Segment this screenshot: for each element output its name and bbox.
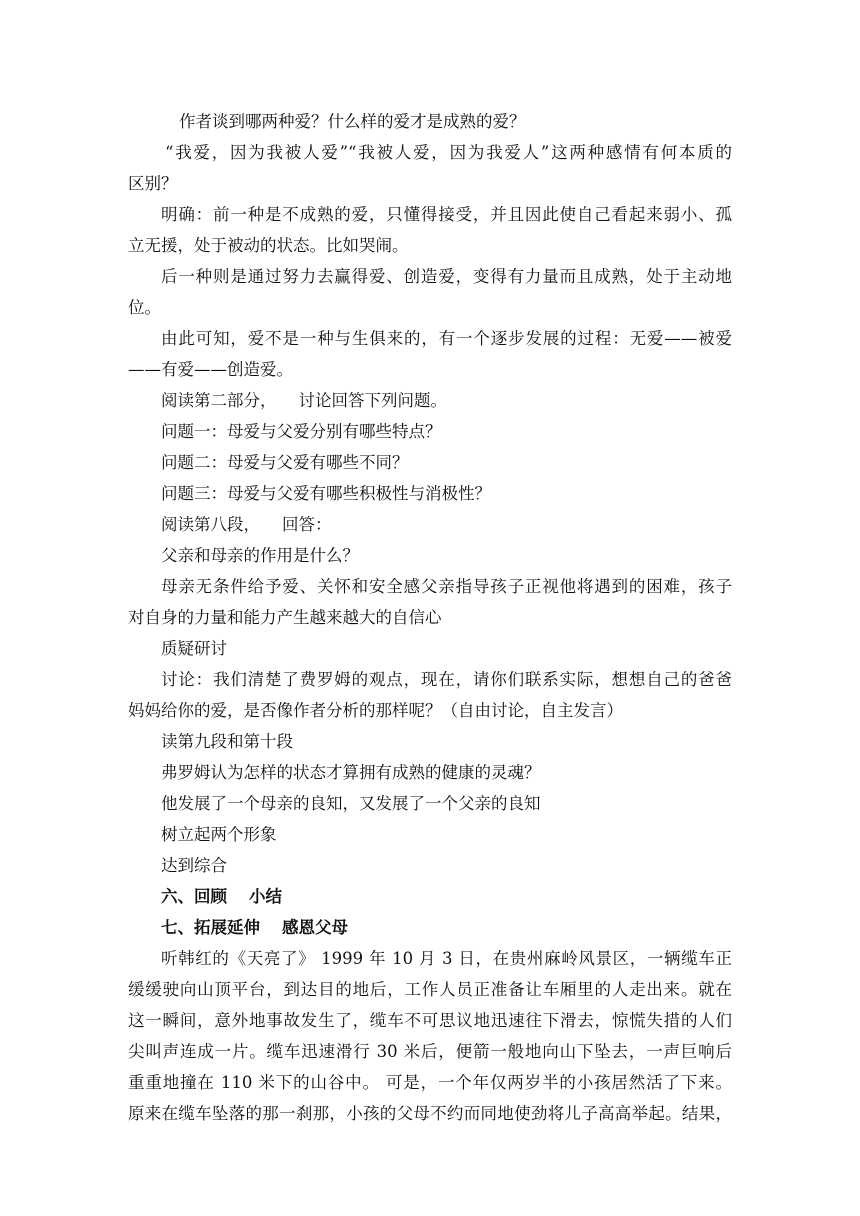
answer-latter-line-1: 后一种则是通过努力去赢得爱、创造爱，变得有力量而且成熟，处于主动地	[161, 267, 732, 286]
development-line-1: 由此可知，爱不是一种与生俱来的，有一个逐步发展的过程：无爱——被爱	[161, 329, 732, 348]
section-six-b: 小结	[249, 887, 282, 906]
discussion-heading: 质疑研讨	[161, 639, 227, 658]
read-para-nine-ten: 读第九段和第十段	[161, 732, 293, 751]
conscience-answer: 他发展了一个母亲的良知，又发展了一个父亲的良知	[161, 794, 541, 813]
story-line-5: 重重地撞在 110 米下的山谷中。 可是，一个年仅两岁半的小孩居然活了下来。	[128, 1073, 732, 1092]
question-three: 问题三：母爱与父爱有哪些积极性与消极性？	[161, 484, 491, 503]
story-line-1: 听韩红的《天亮了》 1999 年 10 月 3 日，在贵州麻岭风景区，一辆缆车正	[161, 949, 732, 968]
story-line-6: 原来在缆车坠落的那一刹那，小孩的父母不约而同地使劲将儿子高高举起。结果，	[128, 1104, 732, 1123]
story-line-4: 尖叫声连成一片。缆车迅速滑行 30 米后，便箭一般地向山下坠去，一声巨响后	[128, 1042, 732, 1061]
read-part-two-b: 讨论回答下列问题。	[298, 391, 447, 410]
section-six-heading	[128, 881, 732, 912]
document-body	[128, 106, 732, 1129]
section-seven-b: 感恩父母	[282, 918, 348, 937]
question-one: 问题一：母爱与父爱分别有哪些特点？	[161, 422, 442, 441]
answer-former-line-2: 立无援，处于被动的状态。比如哭闹。	[128, 236, 409, 255]
section-six-a: 六、回顾	[161, 887, 227, 906]
read-para-eight-a: 阅读第八段，	[161, 515, 260, 534]
mother-father-line-2: 对自身的力量和能力产生越来越大的自信心	[128, 608, 442, 627]
question-difference-line-1: “我爱，因为我被人爱”“我被人爱，因为我爱人”这两种感情有何本质的	[165, 143, 732, 162]
section-seven-a: 七、拓展延伸	[161, 918, 260, 937]
question-difference-line-2: 区别？	[128, 174, 178, 193]
mother-father-line-1: 母亲无条件给予爱、关怀和安全感父亲指导孩子正视他将遇到的困难，孩子	[161, 577, 732, 596]
parents-role-question: 父亲和母亲的作用是什么？	[161, 546, 359, 565]
section-seven-heading	[128, 912, 732, 943]
mature-soul-question: 弗罗姆认为怎样的状态才算拥有成熟的健康的灵魂？	[161, 763, 541, 782]
discussion-line-2: 妈妈给你的爱，是否像作者分析的那样呢？（自由讨论，自主发言）	[128, 701, 623, 720]
two-images: 树立起两个形象	[161, 825, 277, 844]
question-love-types: 作者谈到哪两种爱？什么样的爱才是成熟的爱？	[179, 112, 526, 131]
story-line-2: 缓缓驶向山顶平台，到达目的地后，工作人员正准备让车厢里的人走出来。就在	[128, 980, 732, 999]
answer-former-line-1: 明确：前一种是不成熟的爱，只懂得接受，并且因此使自己看起来弱小、孤	[161, 205, 732, 224]
synthesis: 达到综合	[161, 856, 227, 875]
read-para-eight-b: 回答：	[282, 515, 332, 534]
question-two: 问题二：母爱与父爱有哪些不同？	[161, 453, 409, 472]
read-part-two	[128, 385, 732, 416]
read-para-eight	[128, 509, 732, 540]
answer-latter-line-2: 位。	[128, 298, 161, 317]
discussion-line-1: 讨论：我们清楚了费罗姆的观点，现在，请你们联系实际，想想自己的爸爸	[161, 670, 732, 689]
read-part-two-a: 阅读第二部分，	[161, 391, 277, 410]
development-line-2: ——有爱——创造爱。	[128, 360, 293, 379]
story-line-3: 这一瞬间，意外地事故发生了，缆车不可思议地迅速往下滑去，惊慌失措的人们	[128, 1011, 732, 1030]
